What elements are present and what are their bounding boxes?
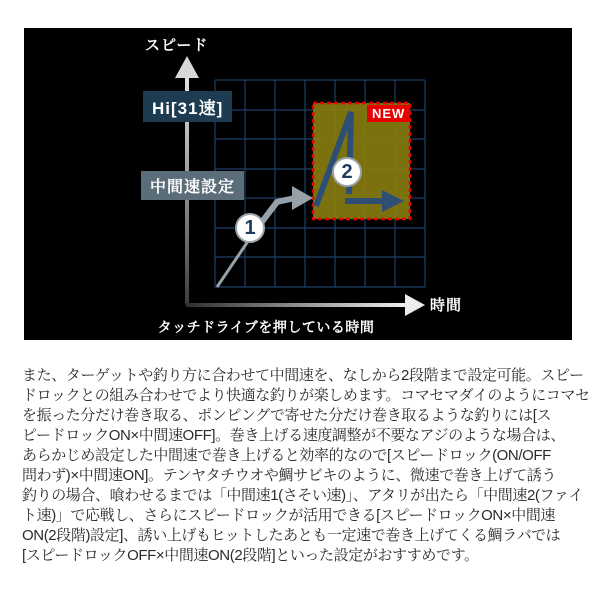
diagram-caption: タッチドライブを押している時間 xyxy=(157,319,375,335)
diagram-panel xyxy=(24,28,572,340)
description-line: ピードロックON×中間速OFF]。巻き上げる速度調整が不要なアジのような場合は、 xyxy=(22,427,565,444)
description-line: を振った分だけ巻き取る、ポンピングで寄せた分だけ巻き取るような釣りには[ス xyxy=(22,407,552,424)
mid-speed-label: 中間速設定 xyxy=(141,171,244,200)
diagram-canvas xyxy=(24,28,572,340)
y-axis-label: スピード xyxy=(145,37,209,54)
description-line: ドロックとの組み合わせでより快適な釣りが楽しめます。コマセマダイのようにコマセ xyxy=(22,387,590,404)
step1-arrow xyxy=(217,186,313,287)
new-badge: NEW xyxy=(367,105,410,122)
description-line: ト速)」で応戦し、さらにスピードロックが活用できる[スピードロックON×中間速 xyxy=(22,507,556,524)
hi-speed-label: Hi[31速] xyxy=(143,91,232,122)
description-text xyxy=(22,366,590,566)
description-line: また、ターゲットや釣り方に合わせて中間速を、なしから2段階まで設定可能。スピー xyxy=(22,367,584,384)
description-line: 問わず)×中間速ON]。テンヤタチウオや鯛サビキのように、微速で巻き上げて誘う xyxy=(22,467,556,484)
step-2-marker: 2 xyxy=(332,157,362,187)
x-axis-label: 時間 xyxy=(430,297,463,314)
description-line: 釣りの場合、喰わせるまでは「中間速1(さそい速)」、アタリが出たら「中間速2(ファイ xyxy=(22,487,584,504)
x-axis-arrow xyxy=(186,294,425,316)
description-line: [スピードロックOFF×中間速ON(2段階]といった設定がおすすめです。 xyxy=(22,547,479,564)
step-1-marker: 1 xyxy=(235,213,265,243)
description-line: ON(2段階)設定]、誘い上げもヒットしたあとも一定速で巻き上げてくる鯛ラバでは xyxy=(22,527,561,544)
description-line: あらかじめ設定した中間速で巻き上げると効率的なので[スピードロック(ON/OFF xyxy=(22,447,551,464)
